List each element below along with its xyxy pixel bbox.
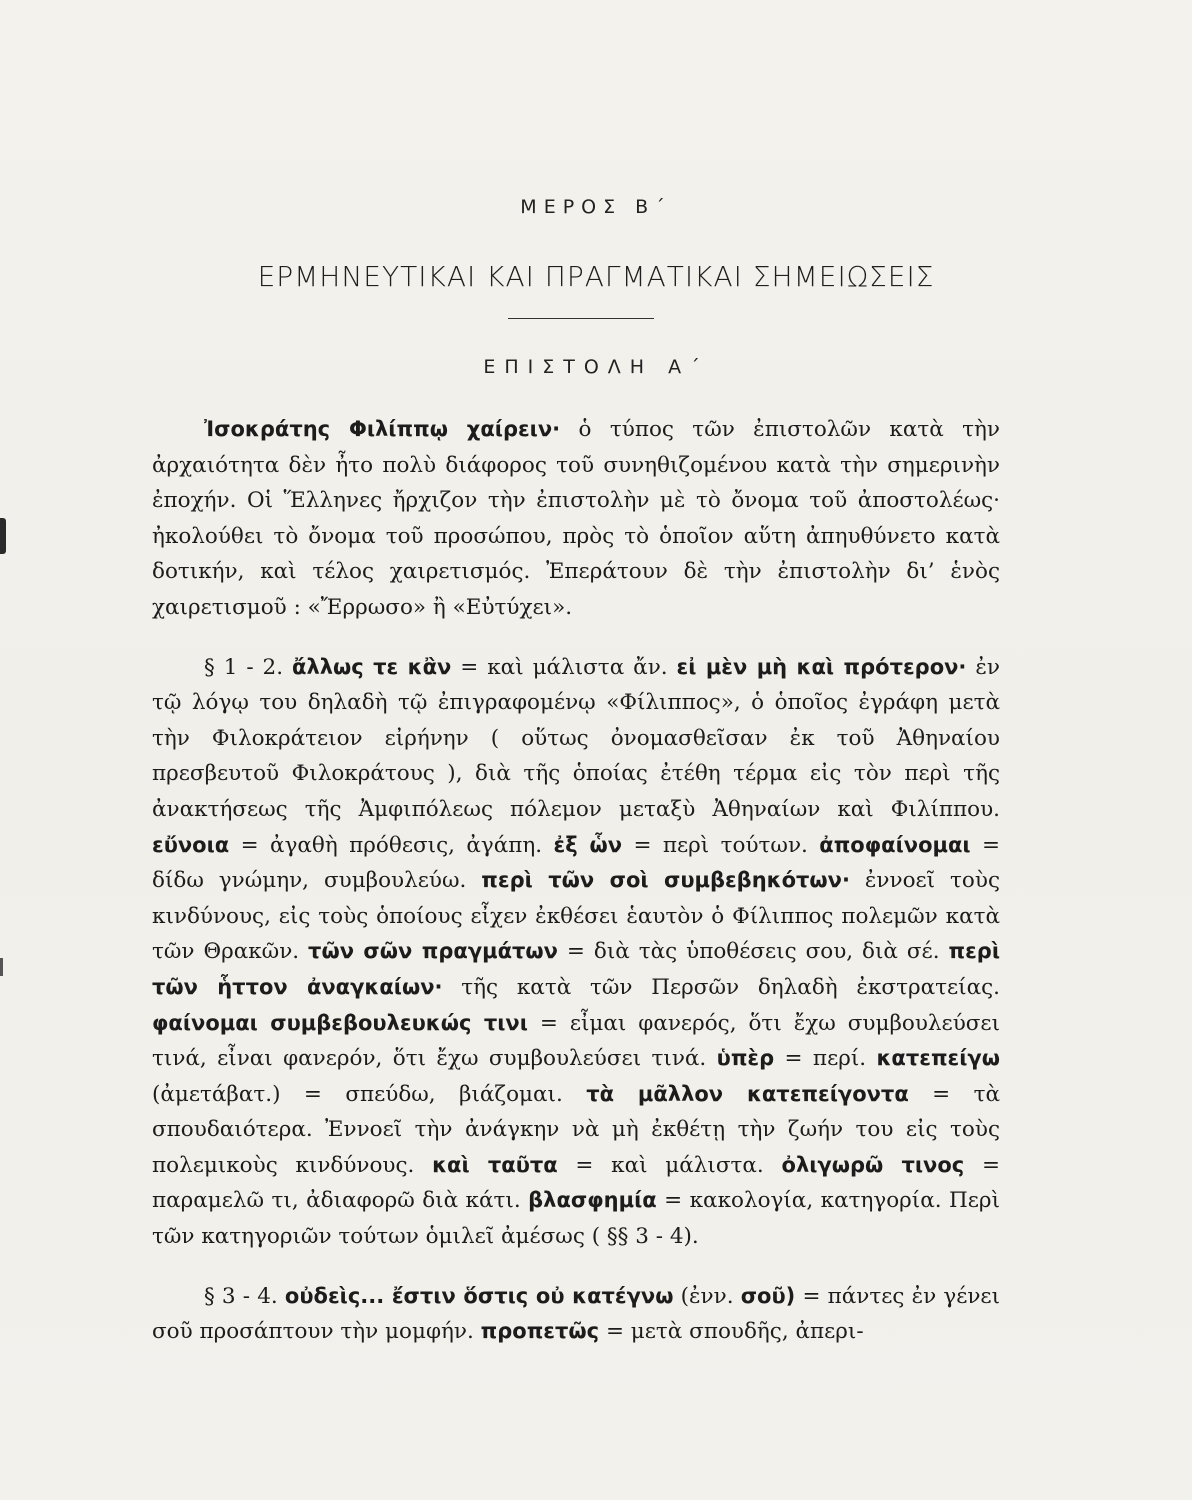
text-run: ἐν τῷ λόγῳ του δηλαδὴ τῷ ἐπιγραφομένῳ «Φίλιππος», ὁ ὁποῖος ἐγράφη μετὰ τὴν Φιλοκράτειον εἰρήνην ( οὕτως ὀνομασθεῖσαν ἐκ τοῦ Ἀθηναίου πρεσβευτοῦ Φιλοκράτους ), διὰ τῆς ὁποίας ἐτέθη τέρμα εἰς τὸν περὶ τῆς ἀνακτήσεως τῆς Ἀμφιπόλεως πόλεμον μεταξὺ Ἀθηναίων καὶ Φιλίππου. (152, 654, 1000, 822)
bold-term: φαίνομαι συμβεβουλευκώς τινι (152, 1010, 528, 1035)
text-run: = καὶ μάλιστα. (557, 1152, 782, 1178)
bold-term: εἰ μὲν μὴ καὶ πρότερον· (676, 654, 967, 679)
text-run: = παραμελῶ τι, ἀδιαφορῶ διὰ κάτι. (152, 1152, 1000, 1214)
bold-term: τὰ μᾶλλον κατεπείγοντα (586, 1081, 909, 1106)
bold-term: καὶ ταῦτα (432, 1152, 558, 1177)
page-title: ΕΡΜΗΝΕΥΤΙΚΑΙ ΚΑΙ ΠΡΑΓΜΑΤΙΚΑΙ ΣΗΜΕΙΩΣΕΙΣ (257, 260, 935, 293)
text-run: § 1 - 2. (204, 654, 293, 680)
bold-term: κατεπείγω (876, 1046, 1000, 1071)
bold-term: ἄλλως τε κἂν (292, 654, 452, 679)
bold-term: ὑπὲρ (716, 1046, 775, 1071)
part-label: ΜΕΡΟΣ Β΄ (520, 196, 672, 218)
text-run: = διὰ τὰς ὑποθέσεις σου, διὰ σέ. (557, 939, 949, 965)
paragraph-intro (152, 412, 1000, 626)
bold-term: περὶ τῶν σοὶ συμβεβηκότων· (481, 868, 850, 893)
bold-term: βλασφημία (528, 1188, 657, 1213)
text-run: = ἀγαθὴ πρόθεσις, ἀγάπη. (229, 832, 554, 858)
bold-term: ἀποφαίνομαι (819, 832, 971, 857)
title-divider (508, 318, 654, 319)
text-run: (ἀμετάβατ.) = σπεύδω, βιάζομαι. (152, 1081, 587, 1107)
bold-term: ὀλιγωρῶ τινος (781, 1152, 965, 1177)
text-run: τῆς κατὰ τῶν Περσῶν δηλαδὴ ἐκστρατείας. (442, 974, 1000, 1000)
text-run: ἐννοεῖ τοὺς κινδύνους, εἰς τοὺς ὁποίους εἶχεν ἐκθέσει ἑαυτὸν ὁ Φίλιππος πολεμῶν κατὰ τῶν Θρακῶν. (152, 868, 1000, 965)
text-run: = καὶ μάλιστα ἄν. (451, 654, 677, 680)
paragraph-sections-3-4 (152, 1279, 1000, 1350)
text-run: = κακολογία, κατηγορία. Περὶ τῶν κατηγοριῶν τούτων ὁμιλεῖ ἀμέσως ( §§ 3 - 4). (152, 1188, 1000, 1250)
text-run: = τὰ σπουδαιότερα. Ἐννοεῖ τὴν ἀνάγκην νὰ μὴ ἐκθέτῃ τὴν ζωήν του εἰς τοὺς πολεμικοὺς κινδύνους. (152, 1081, 1000, 1178)
binding-edge-mark-small (0, 958, 3, 976)
section-label: ΕΠΙΣΤΟΛΗ Α΄ (483, 356, 709, 378)
bold-term: Ἰσοκράτης Φιλίππῳ χαίρειν· (204, 417, 561, 441)
bold-term: οὐδεὶς... ἔστιν ὅστις οὐ κατέγνω (284, 1283, 674, 1308)
text-run: = περί. (774, 1046, 877, 1072)
body-text (152, 412, 1000, 1350)
bold-term: σοῦ) (740, 1283, 796, 1308)
bold-term: περὶ τῶν ἧττον ἀναγκαίων· (152, 939, 1000, 999)
text-run: ὁ τύπος τῶν ἐπιστολῶν κατὰ τὴν ἀρχαιότητα δὲν ἦτο πολὺ διάφορος τοῦ συνηθιζομένου κατὰ τὴν σημερινὴν ἐποχήν. Οἱ Ἕλληνες ἤρχιζον τὴν ἐπιστολὴν μὲ τὸ ὄνομα τοῦ ἀποστολέως· ἠκολούθει τὸ ὄνομα τοῦ προσώπου, πρὸς τὸ ὁποῖον αὕτη ἀπηυθύνετο κατὰ δοτικήν, καὶ τέλος χαιρετισμός. Ἐπεράτουν δὲ τὴν ἐπιστολὴν δι’ ἑνὸς χαιρετισμοῦ : «Ἔρρωσο» ἢ «Εὐτύχει». (152, 417, 1000, 620)
bold-term: τῶν σῶν πραγμάτων (308, 939, 558, 964)
text-run: (ἐνν. (673, 1283, 741, 1309)
binding-edge-mark (0, 518, 6, 554)
bold-term: ἐξ ὧν (553, 832, 623, 857)
text-run: = πάντες ἐν γένει σοῦ προσάπτουν τὴν μομφήν. (152, 1283, 1000, 1345)
text-run: = περὶ τούτων. (622, 832, 820, 858)
bold-term: εὔνοια (152, 832, 230, 857)
text-run: = εἶμαι φανερός, ὅτι ἔχω συμβουλεύσει τινά, εἶναι φανερόν, ὅτι ἔχω συμβουλεύσει τινά. (152, 1010, 1001, 1072)
text-run: = μετὰ σπουδῆς, ἀπερι- (599, 1319, 864, 1345)
text-run: = δίδω γνώμην, συμβουλεύω. (152, 832, 1000, 894)
text-run: § 3 - 4. (204, 1283, 285, 1309)
paragraph-sections-1-2 (152, 650, 1000, 1255)
bold-term: προπετῶς (480, 1319, 600, 1344)
